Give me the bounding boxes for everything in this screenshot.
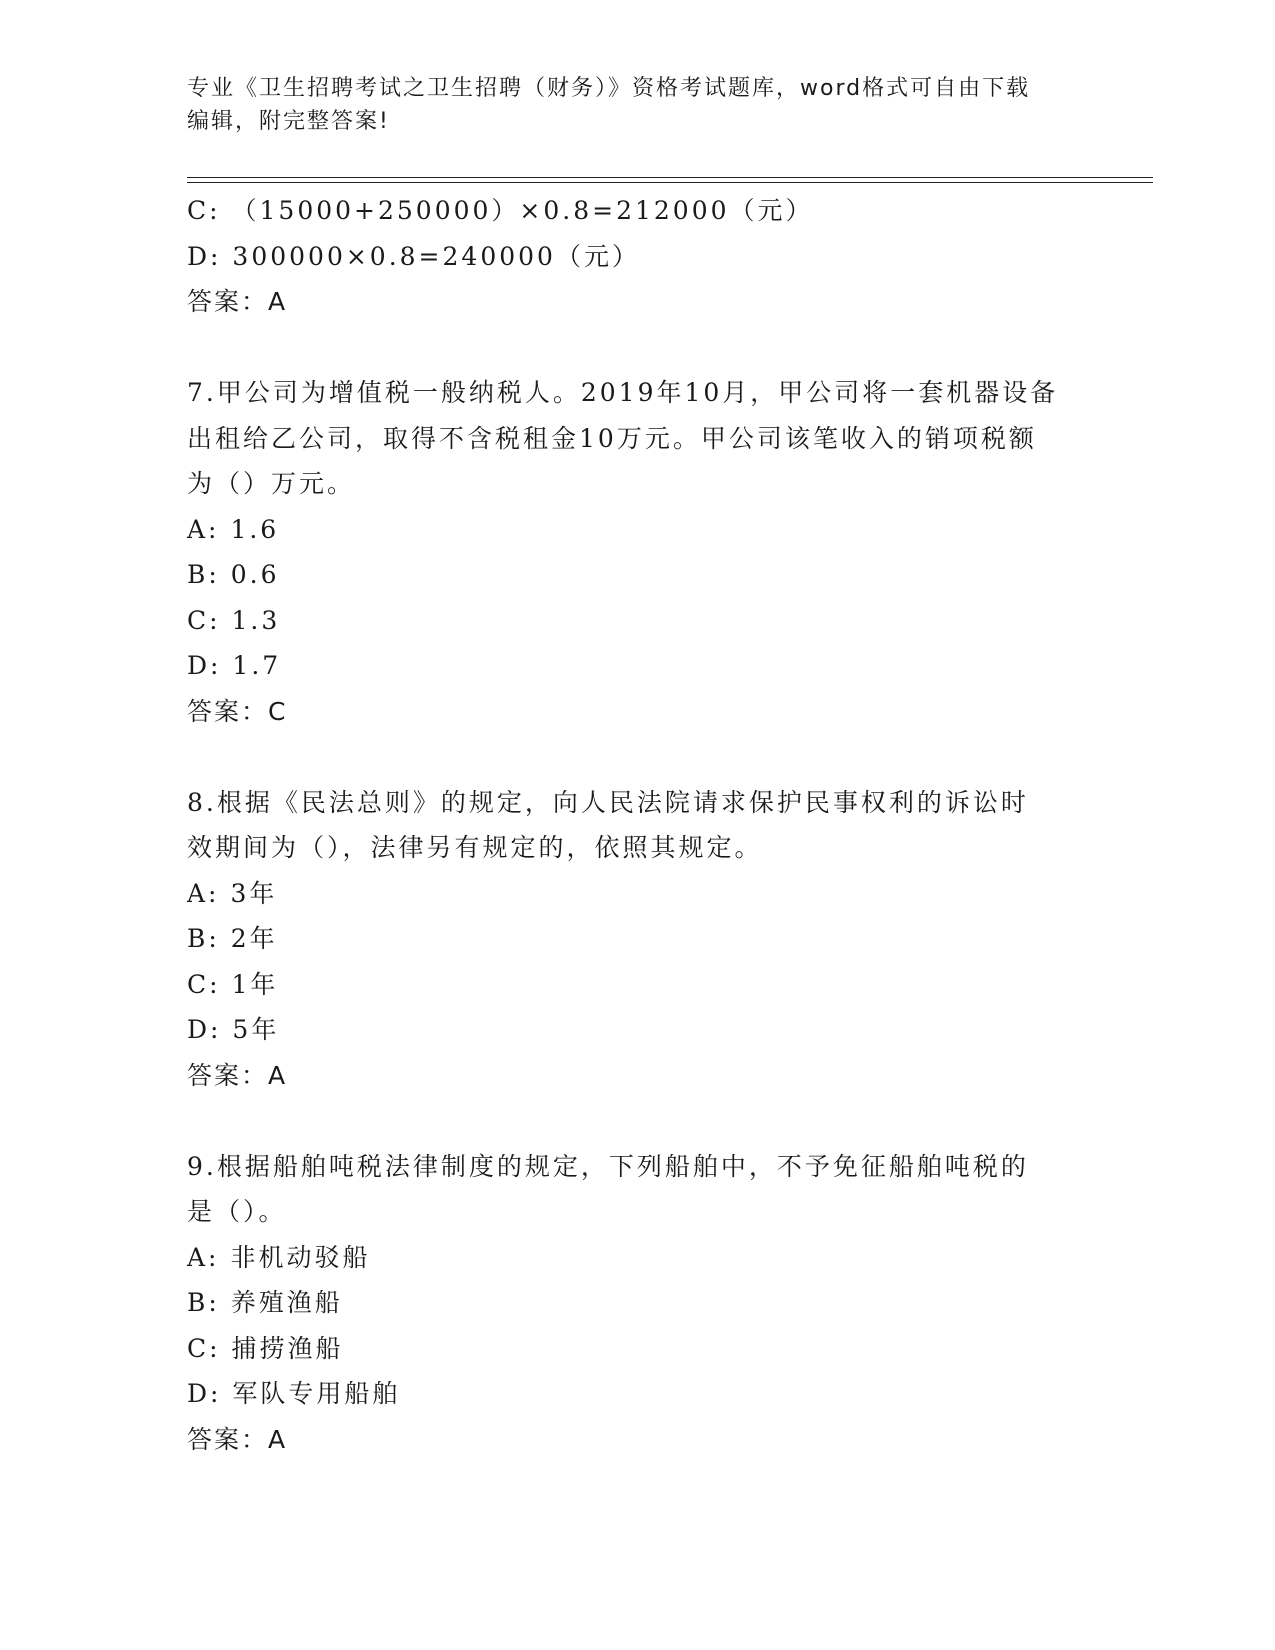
- question-9: [187, 1144, 1087, 1463]
- option-text: 军队专用船舶: [232, 1379, 401, 1408]
- header-rule-bottom: [187, 182, 1153, 183]
- question-stem-line: 出租给乙公司，取得不含税租金10万元。甲公司该笔收入的销项税额: [187, 423, 1037, 453]
- option-text: 非机动驳船: [230, 1242, 371, 1272]
- option-letter: C:: [187, 605, 221, 635]
- question-spacer: [187, 325, 1087, 371]
- option-text: 捕捞渔船: [231, 1333, 344, 1363]
- page-header: [187, 72, 1087, 138]
- option-line: [187, 643, 1087, 689]
- option-letter: A:: [187, 1242, 220, 1272]
- header-line-1: 专业《卫生招聘考试之卫生招聘（财务）》资格考试题库，word格式可自由下载: [187, 76, 1031, 101]
- option-letter: D:: [187, 1015, 222, 1044]
- option-text: 1.6: [230, 514, 280, 544]
- question-number: 7.: [187, 378, 217, 407]
- question-8: [187, 780, 1087, 1099]
- option-letter: C:: [187, 969, 221, 999]
- question-stem-line: [187, 370, 1087, 416]
- option-letter: A:: [187, 514, 220, 544]
- question-spacer: [187, 1098, 1087, 1144]
- question-stem-line: 是（）。: [187, 1197, 287, 1226]
- question-text: 甲公司为增值税一般纳税人。2019年10月，甲公司将一套机器设备: [216, 378, 1059, 407]
- question-7: [187, 370, 1087, 734]
- option-letter: C:: [187, 196, 221, 225]
- option-line: [187, 552, 1087, 598]
- question-stem-line: [187, 780, 1087, 826]
- option-line: [187, 1280, 1087, 1326]
- header-rule-top: [187, 177, 1153, 178]
- option-text: 养殖渔船: [230, 1288, 343, 1317]
- question-stem-line: [187, 1144, 1087, 1190]
- question-stem-line: 为（）万元。: [187, 469, 356, 498]
- option-text: 5年: [232, 1015, 280, 1044]
- question-number: 8.: [187, 787, 217, 817]
- answer-line: 答案：A: [187, 1424, 288, 1454]
- option-letter: B:: [187, 560, 220, 589]
- option-line: [187, 188, 1087, 234]
- option-line: [187, 507, 1087, 553]
- option-text: 3年: [230, 878, 278, 908]
- option-text: 0.6: [230, 560, 280, 589]
- option-letter: B:: [187, 1288, 220, 1317]
- option-line: [187, 1326, 1087, 1372]
- option-text: 1年: [231, 969, 279, 999]
- document-body: [187, 188, 1087, 1462]
- option-letter: C:: [187, 1333, 221, 1363]
- answer-line: 答案：A: [187, 287, 288, 316]
- option-line: [187, 916, 1087, 962]
- option-line: [187, 234, 1087, 280]
- question-text: 根据《民法总则》的规定，向人民法院请求保护民事权利的诉讼时: [216, 787, 1029, 817]
- header-line-2: 编辑，附完整答案!: [187, 109, 390, 134]
- option-text: 2年: [230, 924, 278, 953]
- option-letter: A:: [187, 878, 220, 908]
- option-text: 1.3: [231, 605, 281, 635]
- previous-question: [187, 188, 1087, 325]
- option-line: [187, 1371, 1087, 1417]
- option-line: [187, 598, 1087, 644]
- option-letter: B:: [187, 924, 220, 953]
- option-text: 1.7: [232, 651, 282, 680]
- question-text: 根据船舶吨税法律制度的规定，下列船舶中，不予免征船舶吨税的: [216, 1151, 1029, 1181]
- option-letter: D:: [187, 1379, 222, 1408]
- option-line: [187, 871, 1087, 917]
- option-letter: D:: [187, 241, 222, 271]
- question-number: 9.: [187, 1151, 217, 1181]
- question-spacer: [187, 734, 1087, 780]
- question-stem-line: 效期间为（），法律另有规定的，依照其规定。: [187, 833, 763, 862]
- option-line: [187, 1235, 1087, 1281]
- answer-line: 答案：C: [187, 696, 288, 726]
- option-letter: D:: [187, 651, 222, 680]
- option-text: （15000+250000）×0.8=212000（元）: [231, 196, 814, 225]
- option-text: 300000×0.8=240000（元）: [232, 241, 640, 271]
- option-line: [187, 1007, 1087, 1053]
- option-line: [187, 962, 1087, 1008]
- answer-line: 答案：A: [187, 1060, 288, 1090]
